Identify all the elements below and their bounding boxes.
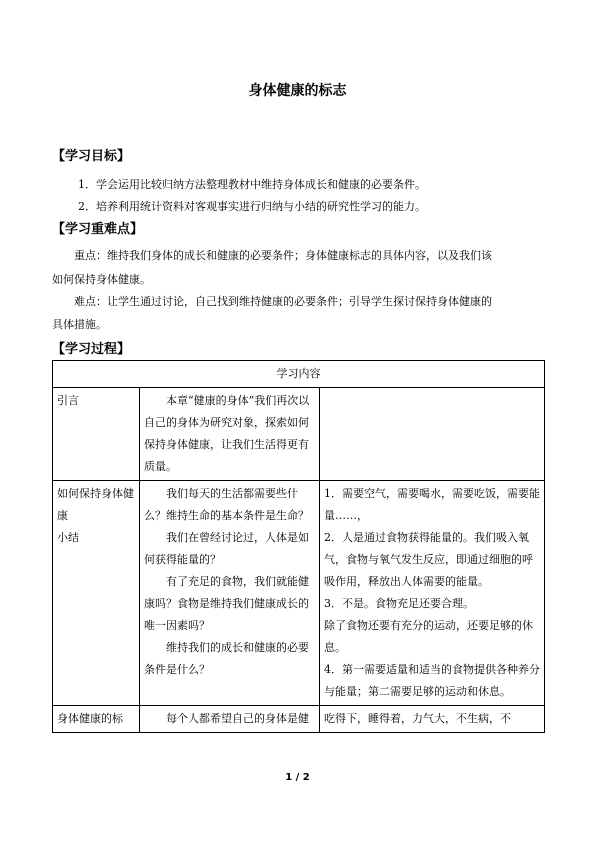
row-notes: [320, 481, 545, 706]
page-number: 1 / 2: [285, 772, 310, 783]
table-header-row: [53, 361, 545, 388]
keypoints-heading: 【学习重难点】: [52, 222, 144, 237]
key-point-line-2: 如何保持身体健康。: [52, 273, 151, 286]
row-label-text: 身体健康的标: [57, 712, 123, 725]
content-paragraph: 本章“健康的身体”我们再次以自己的身体为研究对象，探索如何保持身体健康，让我们生活得更有质量。: [144, 394, 310, 473]
row-notes: [320, 388, 545, 481]
row-label-text: 引言: [57, 394, 79, 407]
row-notes: [320, 706, 545, 733]
goal-item-2: 2．培养利用统计资料对客观事实进行归纳与小结的研究性学习的能力。: [78, 200, 426, 213]
study-table: [52, 360, 545, 733]
row-label: [53, 706, 140, 733]
difficulty-line-1: 难点：让学生通过讨论，自己找到维持健康的必要条件；引导学生探讨保持身体健康的: [74, 295, 492, 308]
notes-paragraph: 1．需要空气，需要喝水，需要吃饭，需要能量……，: [324, 487, 540, 522]
notes-paragraph: 吃得下，睡得着，力气大，不生病，不: [324, 712, 511, 725]
goal-item-1: 1．学会运用比较归纳方法整理教材中维持身体成长和健康的必要条件。: [78, 178, 426, 191]
notes-paragraph: 除了食物还要有充分的运动，还要足够的休息。: [324, 619, 533, 654]
notes-paragraph: 2．人是通过食物获得能量的。我们吸入氧气，食物与氧气发生反应，即通过细胞的呼吸作用，释放出人体需要的能量。: [324, 531, 533, 588]
row-content: [140, 481, 320, 706]
row-label: [53, 388, 140, 481]
table-row: [53, 706, 545, 733]
content-paragraph: 每个人都希望自己的身体是健: [166, 712, 309, 725]
content-paragraph: 有了充足的食物，我们就能健康吗？食物是维持我们健康成长的唯一因素吗？: [144, 575, 309, 632]
content-paragraph: 维持我们的成长和健康的必要条件是什么？: [144, 641, 309, 676]
content-paragraph: 我们在曾经讨论过，人体是如何获得能量的？: [144, 531, 309, 566]
row-label-text: 如何保持身体健康: [57, 487, 134, 522]
table-header: 学习内容: [53, 361, 545, 388]
process-heading: 【学习过程】: [52, 342, 131, 357]
goals-heading: 【学习目标】: [52, 149, 131, 164]
document-title: 身体健康的标志: [248, 83, 347, 99]
difficulty-line-2: 具体措施。: [52, 318, 107, 331]
content-paragraph: 我们每天的生活都需要些什么？维持生命的基本条件是生命？: [144, 487, 309, 522]
table-row: [53, 481, 545, 706]
notes-paragraph: 4．第一需要适量和适当的食物提供各种养分与能量；第二需要足够的运动和休息。: [324, 663, 540, 698]
notes-paragraph: 3．不是。食物充足还要合理。: [324, 597, 474, 610]
row-label: [53, 481, 140, 706]
row-content: [140, 388, 320, 481]
table-row: [53, 388, 545, 481]
row-content: [140, 706, 320, 733]
row-label-text: 小结: [57, 531, 79, 544]
key-point-line-1: 重点：维持我们身体的成长和健康的必要条件；身体健康标志的具体内容，以及我们该: [74, 249, 492, 262]
